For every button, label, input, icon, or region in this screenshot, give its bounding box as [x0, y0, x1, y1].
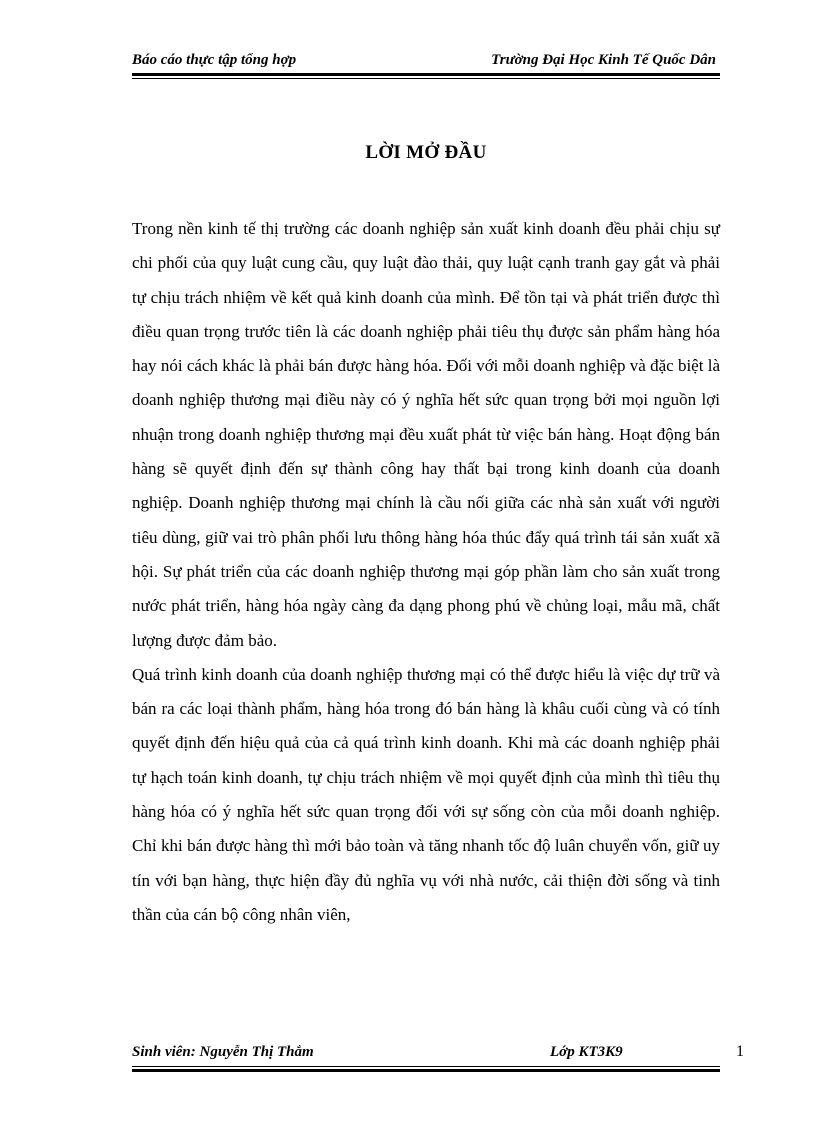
header-divider-thick: [132, 73, 720, 76]
page-number: 1: [736, 1043, 744, 1060]
header-university-name: Trường Đại Học Kinh Tế Quốc Dân: [491, 52, 716, 68]
footer-divider-thick: [132, 1069, 720, 1072]
page-footer: [132, 1043, 744, 1074]
body-text: [132, 212, 720, 932]
paragraph-1: Trong nền kinh tế thị trường các doanh nghiệp sản xuất kinh doanh đều phải chịu sự chi phối của quy luật cung cầu, quy luật đào thải, quy luật cạnh tranh gay gắt và phải tự chịu trách nhiệm về kết quả kinh doanh của mình. Để tồn tại và phát triển được thì điều quan trọng trước tiên là các doanh nghiệp phải tiêu thụ được sản phẩm hàng hóa hay nói cách khác là phải bán được hàng hóa. Đối với mỗi doanh nghiệp và đặc biệt là doanh nghiệp thương mại điều này có ý nghĩa hết sức quan trọng bởi mọi nguồn lợi nhuận trong doanh nghiệp thương mại đều xuất phát từ việc bán hàng. Hoạt động bán hàng sẽ quyết định đến sự thành công hay thất bại trong kinh doanh của doanh nghiệp. Doanh nghiệp thương mại chính là cầu nối giữa các nhà sản xuất với người tiêu dùng, giữ vai trò phân phối lưu thông hàng hóa thúc đẩy quá trình tái sản xuất xã hội. Sự phát triển của các doanh nghiệp thương mại góp phần làm cho sản xuất trong nước phát triển, hàng hóa ngày càng đa dạng phong phú về chủng loại, mẫu mã, chất lượng được đảm bảo.: [132, 219, 720, 650]
page-title: LỜI MỞ ĐẦU: [365, 142, 487, 163]
page-header: [132, 50, 720, 78]
footer-class: Lớp KT3K9: [550, 1044, 623, 1060]
paragraph-2: Quá trình kinh doanh của doanh nghiệp thương mại có thể được hiểu là việc dự trữ và bán ra các loại thành phẩm, hàng hóa trong đó bán hàng là khâu cuối cùng và có tính quyết định đến hiệu quả của cả quá trình kinh doanh. Khi mà các doanh nghiệp phải tự hạch toán kinh doanh, tự chịu trách nhiệm về mọi quyết định của mình thì tiêu thụ hàng hóa có ý nghĩa hết sức quan trọng đối với sự sống còn của mỗi doanh nghiệp. Chỉ khi bán được hàng thì mới bảo toàn và tăng nhanh tốc độ luân chuyển vốn, giữ uy tín với bạn hàng, thực hiện đầy đủ nghĩa vụ với nhà nước, cải thiện đời sống và tinh thần của cán bộ công nhân viên,: [132, 664, 720, 924]
footer-divider-thin: [132, 1066, 720, 1067]
footer-student-name: Sinh viên: Nguyễn Thị Thắm: [132, 1044, 314, 1060]
header-report-title: Báo cáo thực tập tổng hợp: [132, 52, 297, 68]
header-divider-thin: [132, 78, 720, 79]
